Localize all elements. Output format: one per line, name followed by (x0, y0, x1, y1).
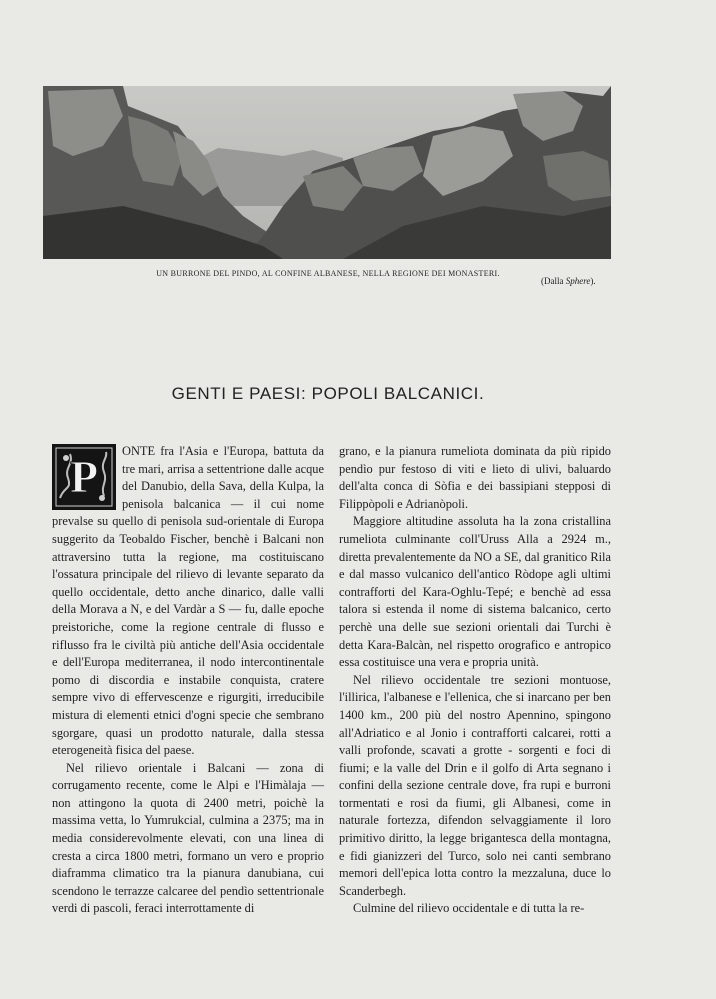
article-title: GENTI E PAESI: POPOLI BALCANICI. (171, 384, 485, 403)
credit-source: Sphere (565, 276, 591, 286)
decorated-initial (52, 444, 116, 510)
dropcap-letter: P (69, 451, 99, 502)
right-column (339, 443, 611, 918)
figure-credit (541, 276, 596, 286)
credit-close: ). (590, 276, 596, 286)
figure-caption: UN BURRONE DEL PINDO, AL CONFINE ALBANESE, NELLA REGIONE DEI MONASTERI. (156, 269, 500, 278)
paragraph-4: Maggiore altitudine assoluta ha la zona cristallina rumeliota culminante coll'Uruss Alla a 2924 m., diretta prevalentemente da NO a SE, dal granitico Rila e dal masso vulcanico dell'antico Ròdope agli ultimi contrafforti del Kara-Oghlu-Tepé; e benchè ad essa talora si estenda il nome di sistema balcanico, certo perchè una delle sue sezioni orientali dai Turchi è detta Kara-Balcàn, nel rispetto orografico e antropico essa costituisce una vera e propria unità. (339, 514, 611, 670)
paragraph-3: grano, e la pianura rumeliota dominata da più ripido pendìo pur festoso di viti e lieto di ulivi, baluardo dell'alta conca di Sòfia e dei bassipiani stepposi di Filippòpoli e Adrianòpoli. (339, 444, 611, 511)
left-column (52, 443, 324, 918)
ravine-photograph (43, 86, 611, 259)
paragraph-6: Culmine del rilievo occidentale e di tutta la re- (353, 901, 585, 916)
ornament-illustration (54, 446, 114, 508)
paragraph-1: ONTE fra l'Asia e l'Europa, battuta da tre mari, arrisa a settentrione dalle acque del Danubio, della Sava, della Kulpa, la penisola balcanica — il cui nome prevalse su quello di penisola sud-orientale di Europa suggerito da Teobaldo Fischer, benchè i Balcani non attraversino tutta la regione, ma costituiscano l'ossatura principale del rilievo di levante separato da quello occidentale, detto anche dinarico, dalle valli della Morava a N, e del Vardàr a S — fu, dalle epoche preistoriche, come la regione centrale di flusso e riflusso fra le civiltà più antiche dell'Asia occidentale e dell'Europa mediterranea, il nodo intercontinentale pomo di discordia e instabile conquista, cratere sempre vivo di effervescenze e rigurgiti, irreducibile mistura di elementi etnici d'ogni specie che sembrano sgorgare, quasi un prodotto naturale, dalla stessa eterogeneità fisica del paese. (52, 444, 324, 758)
paragraph-5: Nel rilievo occidentale tre sezioni montuose, l'illirica, l'albanese e l'ellenica, che si inarcano per ben 1400 km., 200 più del nostro Apennino, spingono all'Adriatico e al Jonio i contrafforti calcarei, rotti a valli profonde, scavati a grotte - sorgenti e foci di fiumi; e la valle del Drin e il golfo di Arta segnano i confini della sezione centrale dove, fra rupi e burroni tormentati e rosi da fiumi, gli Albanesi, come in naturale fortezza, difendon selvaggiamente il loro primitivo diritto, la legge brigantesca della montagna, e fidi gianizzeri del Turco, solo nei canti sembrano memori dell'epica lotta contro la mezzaluna, duce lo Scanderbegh. (339, 672, 611, 898)
credit-open: (Dalla (541, 276, 566, 286)
paragraph-2: Nel rilievo orientale i Balcani — zona di corrugamento recente, come le Alpi e l'Himàlaja — non attingono la quota di 2400 metri, poichè la massima vetta, lo Yumrukcial, culmina a 2375; ma in media considerevolmente elevati, con una linea di cresta a circa 1800 metri, formano un vero e proprio diaframma climatico tra la pianura danubiana, cui scendono le terrazze calcaree del pendìo settentrionale verdi di pascoli, feraci interrottamente di (52, 760, 324, 916)
